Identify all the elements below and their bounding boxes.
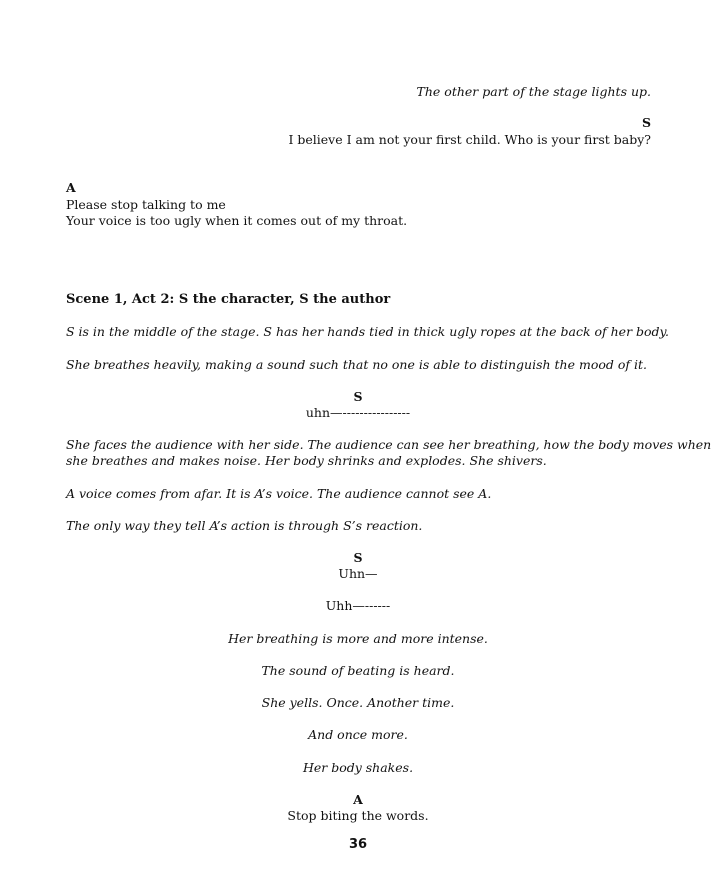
stage-direction: She yells. Once. Another time. <box>261 695 455 710</box>
dialogue-line: I believe I am not your first child. Who is your first baby? <box>288 132 651 147</box>
dialogue-line: Uhh—------ <box>325 598 391 613</box>
dialogue-line: Uhn— <box>338 566 378 581</box>
dialogue-line: Stop biting the words. <box>287 808 429 823</box>
speaker-name: A <box>66 180 76 195</box>
dialogue-line: Your voice is too ugly when it comes out of my throat. <box>66 213 408 228</box>
stage-direction: she breathes and makes noise. Her body shrinks and explodes. She shivers. <box>66 453 547 468</box>
page-number: 36 <box>348 837 368 852</box>
dialogue-line: Please stop talking to me <box>66 197 226 212</box>
speaker-name: S <box>353 550 363 565</box>
speaker-name: A <box>353 792 363 807</box>
stage-direction: And once more. <box>308 727 408 742</box>
stage-direction: She faces the audience with her side. The audience can see her breathing, how the body moves when <box>66 437 712 452</box>
stage-direction: A voice comes from afar. It is A’s voice. The audience cannot see A. <box>66 486 492 501</box>
dialogue-line: uhn—---------------- <box>305 405 411 420</box>
stage-direction: Her breathing is more and more intense. <box>228 631 488 646</box>
stage-direction: The only way they tell A’s action is through S’s reaction. <box>66 518 423 533</box>
stage-direction: She breathes heavily, making a sound such that no one is able to distinguish the mood of it. <box>66 357 647 372</box>
stage-direction: The other part of the stage lights up. <box>416 84 651 99</box>
stage-direction: The sound of beating is heard. <box>261 663 455 678</box>
stage-direction: Her body shakes. <box>302 760 414 775</box>
stage-direction: S is in the middle of the stage. S has her hands tied in thick ugly ropes at the back of her body. <box>66 324 669 339</box>
speaker-name: S <box>641 115 651 130</box>
speaker-name: S <box>353 389 363 404</box>
scene-heading: Scene 1, Act 2: S the character, S the author <box>66 292 391 307</box>
